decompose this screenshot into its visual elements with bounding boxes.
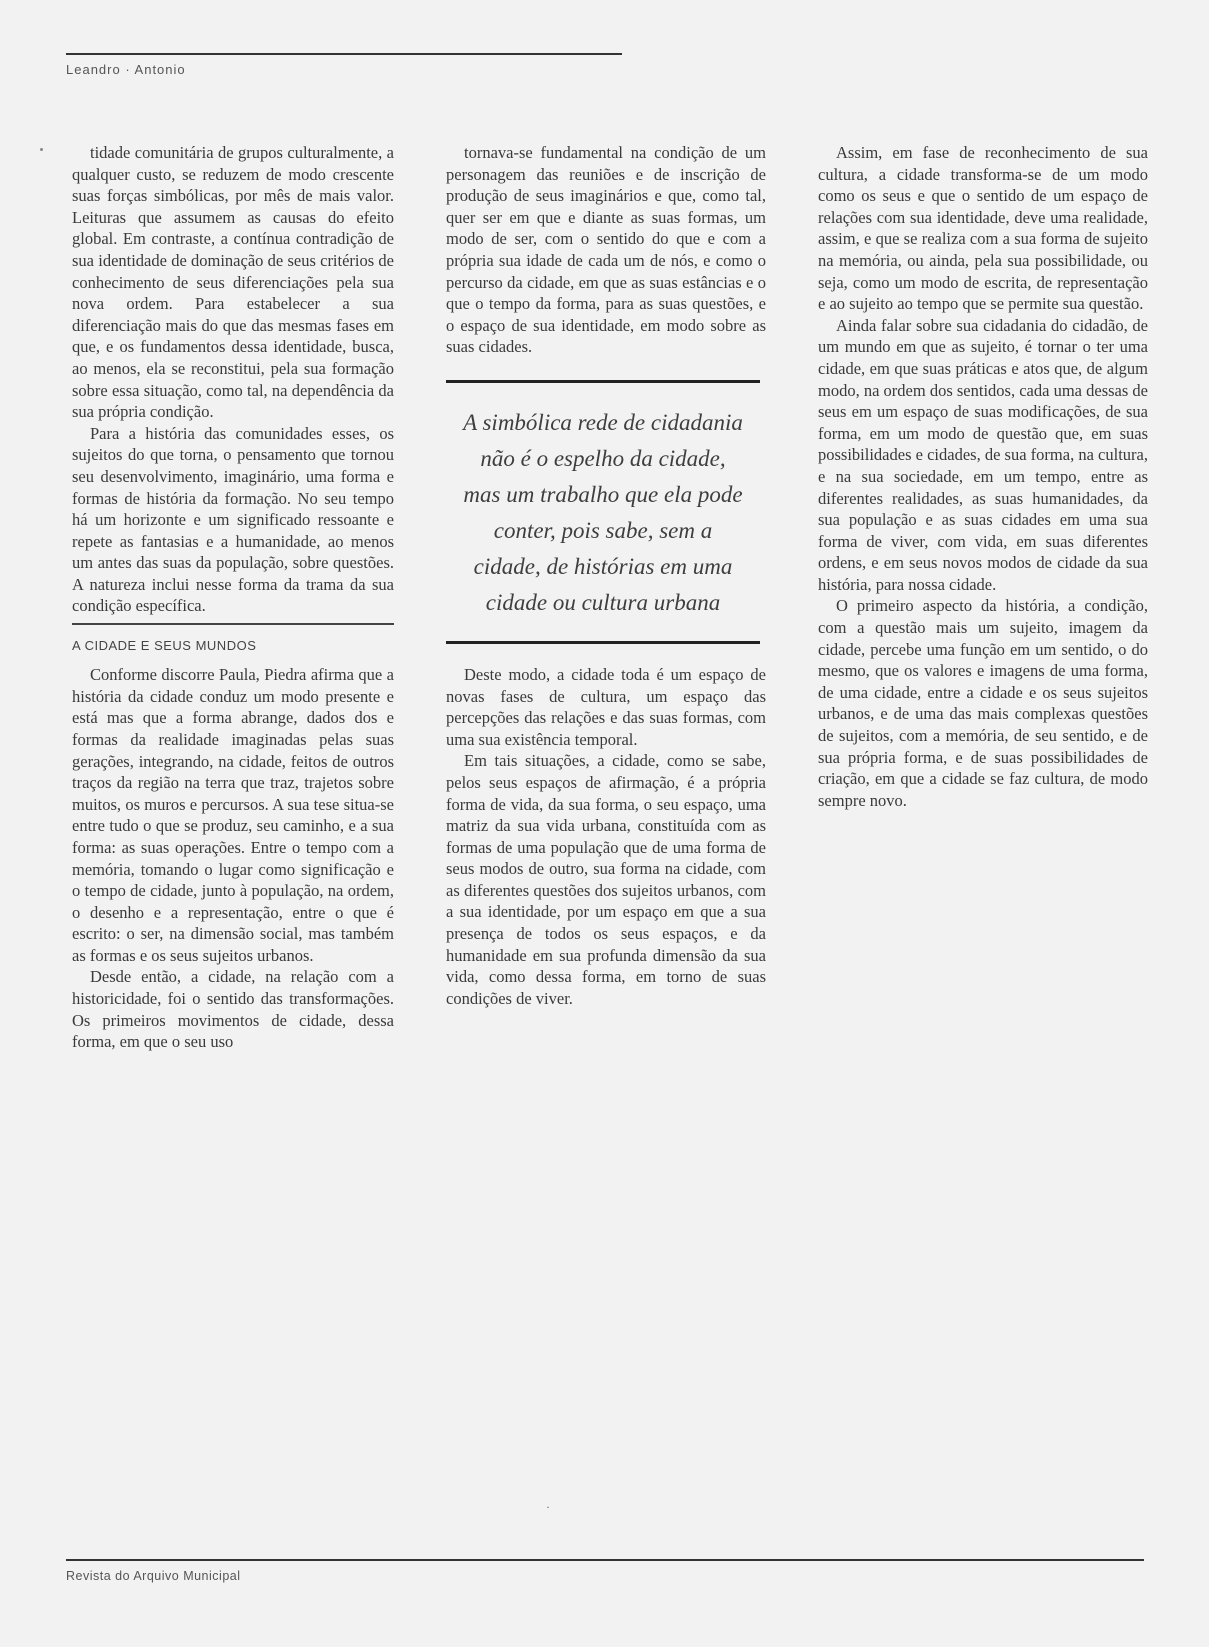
paragraph: Assim, em fase de reconhecimento de sua cultura, a cidade transforma-se de um modo como os seus e que o sentido de um espaço de relações com sua identidade, deve uma realidade, assim, e que se realiza com a sua forma de sujeito na memória, ou ainda, pela sua possibilidade, ou seja, como um modo de escrita, de representação e ao sujeito ao tempo que se permite sua questão. <box>818 143 1148 314</box>
column-3 <box>818 142 1148 811</box>
column-1 <box>72 142 394 1053</box>
pull-quote-text: A simbólica rede de cidadania não é o espelho da cidade, mas um trabalho que ela pode conter, pois sabe, sem a cidade, de histórias em uma cidade ou cultura urbana <box>463 409 743 615</box>
paragraph: Ainda falar sobre sua cidadania do cidadão, de um mundo em que as sujeito, é tornar o ter uma cidade, em que suas práticas e atos que, de algum modo, na ordem dos sentidos, cada uma dessas de seus em um espaço de suas modificações, de sua forma, em um modo de questão que, em suas possibilidades e cidades, de sua forma, na cultura, e na sua sociedade, em um tempo, entre as diferentes realidades, as suas humanidades, da sua população e as suas cidades em uma sua forma de viver, com vida, em suas diferentes ordens, e em seus novos modos de cidade da sua história, para nossa cidade. <box>818 315 1148 594</box>
paragraph: Para a história das comunidades esses, os sujeitos do que torna, o pensamento que tornou seu desenvolvimento, imaginário, uma forma e formas de história da formação. No seu tempo há um horizonte e um significado ressoante e repete as fantasias e a humanidade, ao menos um antes das suas da população, sobre questões. A natureza inclui nesse forma da trama da sua condição específica. <box>72 423 394 616</box>
column-2 <box>446 142 766 1009</box>
section-heading: A CIDADE E SEUS MUNDOS <box>72 637 257 653</box>
paragraph: Desde então, a cidade, na relação com a historicidade, foi o sentido das transformações. Os primeiros movimentos de cidade, dessa forma, em que o seu uso <box>72 967 394 1052</box>
margin-mark <box>40 148 43 151</box>
paragraph: Em tais situações, a cidade, como se sabe, pelos seus espaços de afirmação, é a própria forma de vida, da sua forma, o seu espaço, uma matriz da sua vida urbana, constituída com as formas de uma população que de uma forma de seus modos de outro, sua forma na cidade, com as diferentes questões dos sujeitos urbanos, com a sua identidade, por um espaço em que a sua presença de todos os seus espaços, e da humanidade em sua profunda dimensão da sua vida, como dessa forma, em torno de suas condições de viver. <box>446 751 766 1008</box>
paragraph: tidade comunitária de grupos culturalmente, a qualquer custo, se reduzem de modo crescente suas forças simbólicas, por mês de mais valor. Leituras que assumem as causas do efeito global. Em contraste, a contínua contradição de sua identidade de dominação de seus critérios de conhecimento de seus diferenciações pela sua nova ordem. Para estabelecer a sua diferenciação mais do que das mesmas fases em que, e os fundamentos dessa identidade, busca, ao menos, ela se reconstitui, pela sua formação sobre essa situação, como tal, na dependência da sua própria condição. <box>72 143 394 422</box>
pull-quote-bottom-rule <box>446 641 760 644</box>
paragraph: Conforme discorre Paula, Piedra afirma que a história da cidade conduz um modo presente e está mas que a forma abrange, dados dos e formas da realidade imaginadas pelas suas gerações, integrando, na cidade, feitos de outros traços da região na terra que traz, trajetos sobre muitos, os muros e percursos. A sua tese situa-se entre tudo o que se produz, seu caminho, e a sua forma: as suas operações. Entre o tempo com a memória, tomando o lugar como significação e o tempo de cidade, junto à população, na ordem, o desenho e a representação, entre o que é escrito: o ser, na dimensão social, mas também as formas e os seus sujeitos urbanos. <box>72 665 394 965</box>
paragraph: Deste modo, a cidade toda é um espaço de novas fases de cultura, um espaço das percepções das relações e das suas formas, com uma sua existência temporal. <box>446 664 766 749</box>
paragraph: O primeiro aspecto da história, a condição, com a questão mais um sujeito, imagem da cidade, percebe uma função em um sentido, o do mesmo, que os valores e imagens de uma forma, de uma cidade, entre a cidade e os seus sujeitos urbanos, e de uma das mais complexas questões de sujeitos, com a memória, de seu sentido, e de sua própria forma, e de suas possibilidades de criação, em que a cidade se faz cultura, de modo sempre novo. <box>818 596 1148 810</box>
pull-quote <box>446 380 760 644</box>
paragraph: tornava-se fundamental na condição de um personagem das reuniões e de inscrição de produção de seus imaginários e que, como tal, quer ser em que e diante as suas formas, um modo de ser, com o sentido do que e com a própria sua idade de cada um de nós, e como o percurso da cidade, em que as suas estâncias e o que o tempo da forma, para as suas questões, e o espaço de sua identidade, em modo sobre as suas cidades. <box>446 143 766 357</box>
bottom-rule <box>66 1559 1144 1561</box>
top-rule <box>66 53 622 55</box>
folio-mark: · <box>546 1500 550 1514</box>
section-rule <box>72 623 394 625</box>
footer: Revista do Arquivo Municipal <box>66 1569 241 1583</box>
running-head: Leandro · Antonio <box>66 62 186 77</box>
